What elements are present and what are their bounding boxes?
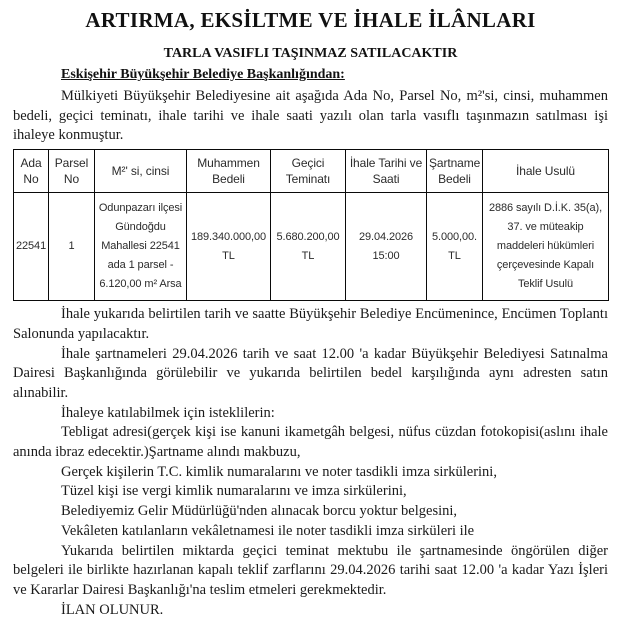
body-paragraph: Gerçek kişilerin T.C. kimlik numaralarını ve noter tasdikli imza sirkülerini, bbox=[61, 463, 497, 480]
col-header-m2-cinsi: M²' si, cinsi bbox=[95, 150, 187, 193]
cell-m2-cinsi: Odunpazarı ilçesi Gündoğdu Mahallesi 22541 ada 1 parsel - 6.120,00 m² Arsa bbox=[95, 193, 187, 301]
cell-muhammen-bedeli: 189.340.000,00 TL bbox=[187, 193, 271, 301]
page-title: ARTIRMA, EKSİLTME VE İHALE İLÂNLARI bbox=[85, 8, 536, 32]
header-row bbox=[14, 150, 609, 193]
cell-ada-no: 22541 bbox=[14, 193, 49, 301]
col-header-ihale-tarihi-saati: İhale Tarihi ve Saati bbox=[346, 150, 427, 193]
body-paragraph: İhaleye katılabilmek için isteklilerin: bbox=[61, 404, 275, 421]
cell-ihale-usulu: 2886 sayılı D.İ.K. 35(a), 37. ve müteakip maddeleri hükümleri çerçevesinde Kapalı Teklif Usulü bbox=[483, 193, 609, 301]
body-paragraph: İhale şartnameleri 29.04.2026 tarih ve saat 12.00 'a kadar Büyükşehir Belediyesi Satınalma Dairesi Başkanlığında görülebilir ve yukarıda belirtilen bedel karşılığında aynı adresten satın alınabilir. bbox=[13, 345, 608, 401]
cell-ihale-tarihi-saati: 29.04.2026 15:00 bbox=[346, 193, 427, 301]
tender-table bbox=[13, 149, 609, 301]
col-header-sartname-bedeli: Şartname Bedeli bbox=[427, 150, 483, 193]
body-paragraph: İhale yukarıda belirtilen tarih ve saatte Büyükşehir Belediye Encümenince, Encümen Toplantı Salonunda yapılacaktır. bbox=[13, 306, 608, 342]
body-paragraph: Yukarıda belirtilen miktarda geçici teminat mektubu ile şartnamesinde öngörülen diğer belgeleri ile birlikte hazırlanan kapalı teklif zarflarını 29.04.2026 tarihi saat 12.00 'a kadar Yazı İşleri ve Kararlar Dairesi Başkanlığı'na teslim etmeleri gerekmektedir. bbox=[13, 542, 608, 598]
cell-sartname-bedeli: 5.000,00. TL bbox=[427, 193, 483, 301]
tender-table-header bbox=[14, 150, 609, 193]
issuing-authority-heading: Eskişehir Büyükşehir Belediye Başkanlığından: bbox=[61, 67, 345, 82]
intro-paragraph: Mülkiyeti Büyükşehir Belediyesine ait aşağıda Ada No, Parsel No, m²'si, cinsi, muhammen bedeli, geçici teminatı, ihale tarihi ve ihale saati yazılı olan tarla vasıflı taşınmazın satılması işi ihaleye konmuştur. bbox=[13, 88, 608, 144]
cell-parsel-no: 1 bbox=[49, 193, 95, 301]
page-subtitle: TARLA VASIFLI TAŞINMAZ SATILACAKTIR bbox=[163, 46, 458, 61]
body-paragraph: Tebligat adresi(gerçek kişi ise kanuni ikametgâh belgesi, nüfus cüzdan fotokopisi(aslını ihale anında ibraz edecektir.)Şartname alındı makbuzu, bbox=[13, 424, 608, 461]
body-paragraph: Tüzel kişi ise vergi kimlik numaralarını ve imza sirkülerini, bbox=[61, 483, 407, 500]
col-header-parsel-no: Parsel No bbox=[49, 150, 95, 193]
closing-statement: İLAN OLUNUR. bbox=[61, 601, 164, 618]
body-paragraph: Vekâleten katılanların vekâletnamesi ile noter tasdikli imza sirküleri ile bbox=[61, 522, 475, 539]
table-row bbox=[14, 193, 609, 301]
col-header-ihale-usulu: İhale Usulü bbox=[483, 150, 609, 193]
col-header-muhammen-bedeli: Muhammen Bedeli bbox=[187, 150, 271, 193]
cell-gecici-teminati: 5.680.200,00 TL bbox=[271, 193, 346, 301]
body-paragraph: Belediyemiz Gelir Müdürlüğü'nden alınacak borcu yoktur belgesini, bbox=[61, 503, 458, 520]
col-header-gecici-teminati: Geçici Teminatı bbox=[271, 150, 346, 193]
col-header-ada-no: Ada No bbox=[14, 150, 49, 193]
